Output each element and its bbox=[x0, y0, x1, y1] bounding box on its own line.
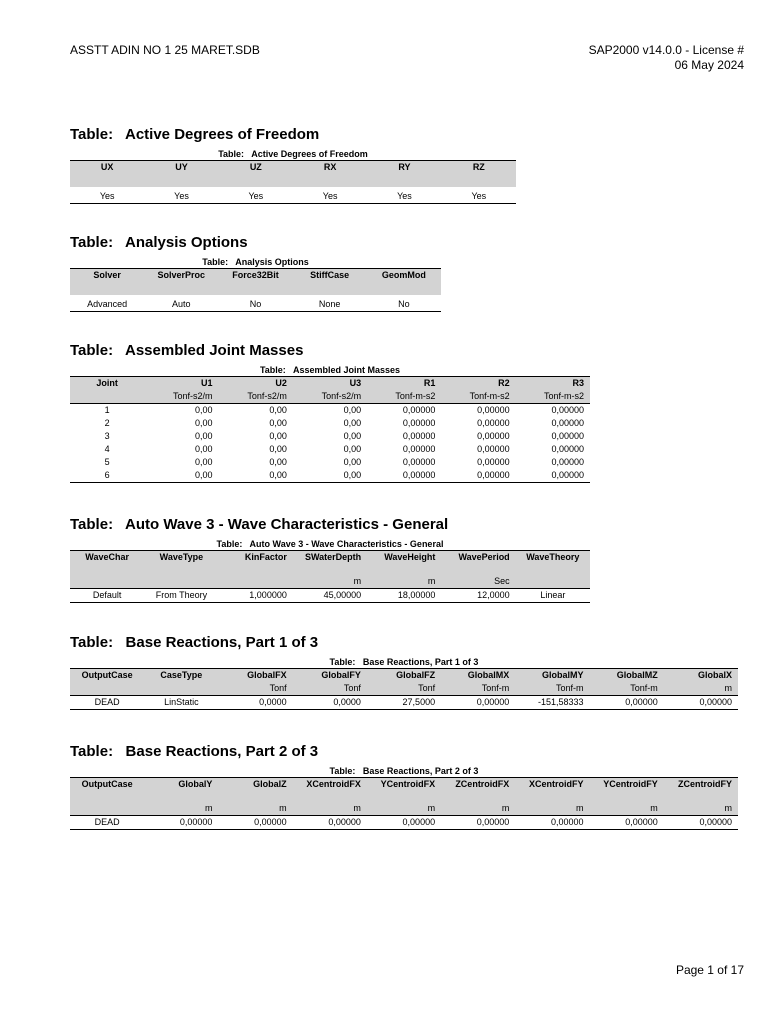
unit-cell bbox=[219, 575, 293, 589]
table-cell: 0,00 bbox=[269, 431, 287, 441]
section-active-dof bbox=[70, 126, 516, 204]
dof-table bbox=[70, 160, 516, 204]
table-row bbox=[70, 816, 738, 830]
column-header: GlobalFX bbox=[218, 669, 292, 683]
unit-cell: Tonf-s2/m bbox=[219, 390, 293, 404]
table-cell: 5 bbox=[104, 457, 110, 467]
table-cell: 0,0000 bbox=[293, 696, 367, 710]
table-cell: 0,00000 bbox=[516, 469, 590, 483]
unit-cell: m bbox=[218, 802, 292, 816]
base-reactions-1-table bbox=[70, 668, 738, 710]
column-header: WaveChar bbox=[70, 551, 144, 576]
table-cell: Yes bbox=[219, 187, 293, 204]
report-header-right bbox=[589, 43, 744, 73]
analysis-options-table bbox=[70, 268, 441, 312]
column-header: GlobalX bbox=[664, 669, 738, 683]
table-cell: 0,00 bbox=[293, 469, 367, 483]
column-header: StiffCase bbox=[293, 269, 367, 296]
column-header: U1 bbox=[144, 377, 218, 391]
table-cell: Yes bbox=[144, 187, 218, 204]
table-row bbox=[70, 187, 516, 204]
table-cell: 4 bbox=[104, 444, 110, 454]
table-row bbox=[70, 589, 590, 603]
unit-cell: m bbox=[664, 802, 738, 816]
table-cell: No bbox=[367, 295, 441, 312]
unit-cell: Tonf-m-s2 bbox=[367, 390, 441, 404]
table-cell: Advanced bbox=[70, 295, 144, 312]
table-cell: Yes bbox=[70, 187, 144, 204]
table-cell: 0,00000 bbox=[551, 405, 584, 415]
table-cell: None bbox=[293, 295, 367, 312]
table-cell: 27,5000 bbox=[367, 696, 441, 710]
column-header: GlobalZ bbox=[218, 778, 292, 803]
table-cell: 0,00000 bbox=[477, 431, 510, 441]
unit-cell bbox=[144, 682, 218, 696]
column-header: GeomMod bbox=[367, 269, 441, 296]
table-cell: 0,00 bbox=[195, 405, 213, 415]
unit-cell: Tonf bbox=[367, 682, 441, 696]
wave-characteristics-table bbox=[70, 550, 590, 603]
section-title: Table: Analysis Options bbox=[70, 234, 248, 251]
table-cell: 0,00 bbox=[269, 457, 287, 467]
units-row bbox=[70, 802, 738, 816]
column-header: R3 bbox=[516, 377, 590, 391]
table-cell: 0,00000 bbox=[293, 816, 367, 830]
unit-cell: Tonf-m bbox=[441, 682, 515, 696]
table-header-row bbox=[70, 778, 738, 803]
table-cell: 0,00000 bbox=[515, 816, 589, 830]
table-cell: 3 bbox=[104, 431, 110, 441]
table-header-row bbox=[70, 161, 516, 188]
table-row bbox=[70, 456, 590, 469]
table-cell: 0,00000 bbox=[551, 444, 584, 454]
column-header: SolverProc bbox=[144, 269, 218, 296]
section-joint-masses bbox=[70, 342, 590, 483]
table-cell: 0,00000 bbox=[551, 418, 584, 428]
table-cell: 0,00000 bbox=[590, 816, 664, 830]
table-caption: Table: Base Reactions, Part 2 of 3 bbox=[329, 766, 479, 776]
column-header: UX bbox=[70, 161, 144, 188]
table-caption: Table: Assembled Joint Masses bbox=[259, 365, 401, 375]
table-cell: From Theory bbox=[144, 589, 218, 603]
table-header-row bbox=[70, 269, 441, 296]
section-auto-wave bbox=[70, 516, 590, 603]
table-row bbox=[70, 469, 590, 483]
column-header: KinFactor bbox=[219, 551, 293, 576]
column-header: ZCentroidFX bbox=[441, 778, 515, 803]
column-header: CaseType bbox=[144, 669, 218, 683]
table-cell: 0,00 bbox=[195, 418, 213, 428]
table-cell: 6 bbox=[70, 469, 144, 483]
table-cell: 0,00000 bbox=[402, 405, 436, 415]
table-cell: 0,0000 bbox=[218, 696, 292, 710]
table-cell: 1,000000 bbox=[219, 589, 293, 603]
unit-cell bbox=[516, 575, 590, 589]
section-analysis-options bbox=[70, 234, 441, 312]
table-cell: 0,00 bbox=[343, 431, 362, 441]
unit-cell: Tonf-s2/m bbox=[144, 390, 218, 404]
table-cell: 0,00000 bbox=[477, 444, 510, 454]
table-cell: 0,00000 bbox=[477, 457, 510, 467]
unit-cell: m bbox=[367, 575, 441, 589]
section-title: Table: Base Reactions, Part 1 of 3 bbox=[70, 634, 319, 651]
unit-cell: Tonf bbox=[293, 682, 367, 696]
page-number: Page 1 of 17 bbox=[675, 963, 744, 977]
column-header: OutputCase bbox=[70, 669, 144, 683]
table-row bbox=[70, 295, 441, 312]
column-header: UZ bbox=[219, 161, 293, 188]
table-cell: Default bbox=[70, 589, 144, 603]
table-cell: 0,00 bbox=[343, 457, 362, 467]
table-cell: 0,00 bbox=[269, 418, 287, 428]
column-header: RZ bbox=[442, 161, 516, 188]
column-header: GlobalY bbox=[144, 778, 218, 803]
table-cell: 18,00000 bbox=[367, 589, 441, 603]
unit-cell: m bbox=[293, 802, 367, 816]
column-header: WavePeriod bbox=[441, 551, 515, 576]
table-cell: Yes bbox=[442, 187, 516, 204]
column-header: RX bbox=[293, 161, 367, 188]
table-cell: 0,00 bbox=[195, 457, 213, 467]
table-header-row bbox=[70, 551, 590, 576]
base-reactions-2-table bbox=[70, 777, 738, 830]
table-cell: 0,00000 bbox=[144, 816, 218, 830]
table-cell: 12,0000 bbox=[441, 589, 515, 603]
table-caption: Table: Active Degrees of Freedom bbox=[218, 149, 368, 159]
joint-masses-table bbox=[70, 376, 590, 483]
unit-cell: Sec bbox=[441, 575, 515, 589]
column-header: R2 bbox=[441, 377, 515, 391]
table-cell: 2 bbox=[104, 418, 110, 428]
table-cell: 0,00000 bbox=[402, 431, 436, 441]
section-base-reactions-1 bbox=[70, 634, 738, 710]
column-header: RY bbox=[367, 161, 441, 188]
table-cell: DEAD bbox=[70, 696, 144, 710]
section-title: Table: Active Degrees of Freedom bbox=[70, 126, 320, 143]
table-cell: 0,00000 bbox=[590, 696, 664, 710]
column-header: Solver bbox=[70, 269, 144, 296]
table-cell: 0,00 bbox=[219, 469, 293, 483]
table-cell: 45,00000 bbox=[293, 589, 367, 603]
unit-cell: m bbox=[664, 682, 738, 696]
table-cell: 0,00000 bbox=[441, 696, 515, 710]
column-header: GlobalMX bbox=[441, 669, 515, 683]
table-cell: 0,00 bbox=[195, 444, 213, 454]
table-row bbox=[70, 404, 590, 418]
unit-cell: Tonf bbox=[218, 682, 292, 696]
column-header: GlobalMY bbox=[515, 669, 589, 683]
table-caption: Table: Auto Wave 3 - Wave Characteristics - General bbox=[216, 539, 444, 549]
table-cell: 0,00 bbox=[343, 444, 362, 454]
table-cell: 0,00 bbox=[343, 418, 362, 428]
unit-cell bbox=[70, 575, 144, 589]
unit-cell: m bbox=[441, 802, 515, 816]
units-row bbox=[70, 390, 590, 404]
column-header: XCentroidFY bbox=[515, 778, 589, 803]
table-caption: Table: Analysis Options bbox=[202, 257, 309, 267]
column-header: ZCentroidFY bbox=[664, 778, 738, 803]
column-header: U2 bbox=[219, 377, 293, 391]
table-cell: 0,00000 bbox=[664, 696, 738, 710]
column-header: WaveType bbox=[144, 551, 218, 576]
table-cell: Yes bbox=[367, 187, 441, 204]
table-row bbox=[70, 430, 590, 443]
table-cell: 0,00000 bbox=[402, 457, 436, 467]
section-title: Table: Assembled Joint Masses bbox=[70, 342, 304, 359]
table-row bbox=[70, 417, 590, 430]
software-version: SAP2000 v14.0.0 - License # bbox=[588, 43, 744, 57]
section-title: Table: Auto Wave 3 - Wave Characteristics - General bbox=[70, 516, 449, 533]
report-file-name: ASSTT ADIN NO 1 25 MARET.SDB bbox=[70, 43, 260, 57]
table-cell: 0,00000 bbox=[477, 405, 510, 415]
unit-cell: m bbox=[144, 802, 218, 816]
table-cell: 0,00 bbox=[144, 469, 218, 483]
table-caption: Table: Base Reactions, Part 1 of 3 bbox=[329, 657, 479, 667]
table-cell: 0,00 bbox=[195, 431, 213, 441]
table-cell: 0,00000 bbox=[551, 457, 584, 467]
column-header: UY bbox=[144, 161, 218, 188]
table-cell: 0,00000 bbox=[441, 469, 515, 483]
table-cell: Auto bbox=[144, 295, 218, 312]
unit-cell: Tonf-s2/m bbox=[293, 390, 367, 404]
column-header: WaveHeight bbox=[367, 551, 441, 576]
column-header: GlobalFZ bbox=[367, 669, 441, 683]
table-row bbox=[70, 696, 738, 710]
unit-cell: m bbox=[515, 802, 589, 816]
table-cell: 0,00 bbox=[269, 405, 287, 415]
column-header: R1 bbox=[367, 377, 441, 391]
table-cell: -151,58333 bbox=[515, 696, 589, 710]
unit-cell bbox=[70, 802, 144, 816]
column-header: YCentroidFY bbox=[590, 778, 664, 803]
column-header: GlobalMZ bbox=[590, 669, 664, 683]
units-row bbox=[70, 682, 738, 696]
table-cell: 0,00 bbox=[269, 444, 287, 454]
table-row bbox=[70, 443, 590, 456]
table-cell: 0,00000 bbox=[664, 816, 738, 830]
report-date: 06 May 2024 bbox=[674, 58, 744, 72]
column-header: XCentroidFX bbox=[293, 778, 367, 803]
column-header: U3 bbox=[293, 377, 367, 391]
unit-cell: m bbox=[367, 802, 441, 816]
column-header: Joint bbox=[70, 377, 144, 391]
table-cell: 0,00000 bbox=[551, 431, 584, 441]
unit-cell bbox=[144, 575, 218, 589]
unit-cell bbox=[70, 682, 144, 696]
table-cell: 0,00000 bbox=[367, 469, 441, 483]
unit-cell: m bbox=[293, 575, 367, 589]
column-header: WaveTheory bbox=[516, 551, 590, 576]
table-cell: 0,00000 bbox=[477, 418, 510, 428]
unit-cell: Tonf-m-s2 bbox=[441, 390, 515, 404]
table-cell: 1 bbox=[104, 405, 110, 415]
unit-cell: m bbox=[590, 802, 664, 816]
table-cell: Yes bbox=[293, 187, 367, 204]
table-cell: 0,00000 bbox=[441, 816, 515, 830]
column-header: Force32Bit bbox=[218, 269, 292, 296]
table-cell: LinStatic bbox=[144, 696, 218, 710]
unit-cell: Tonf-m bbox=[590, 682, 664, 696]
section-base-reactions-2 bbox=[70, 743, 738, 830]
unit-cell: Tonf-m bbox=[515, 682, 589, 696]
table-cell: Linear bbox=[516, 589, 590, 603]
table-header-row bbox=[70, 377, 590, 391]
column-header: YCentroidFX bbox=[367, 778, 441, 803]
table-cell: 0,00000 bbox=[402, 444, 436, 454]
table-cell: 0,00000 bbox=[402, 418, 436, 428]
unit-cell: Tonf-m-s2 bbox=[516, 390, 590, 404]
table-cell: No bbox=[218, 295, 292, 312]
unit-cell bbox=[70, 390, 144, 404]
table-cell: 0,00 bbox=[343, 405, 362, 415]
section-title: Table: Base Reactions, Part 2 of 3 bbox=[70, 743, 319, 760]
column-header: OutputCase bbox=[70, 778, 144, 803]
table-cell: 0,00000 bbox=[367, 816, 441, 830]
table-cell: 0,00000 bbox=[218, 816, 292, 830]
units-row bbox=[70, 575, 590, 589]
column-header: GlobalFY bbox=[293, 669, 367, 683]
column-header: SWaterDepth bbox=[293, 551, 367, 576]
table-header-row bbox=[70, 669, 738, 683]
table-cell: DEAD bbox=[70, 816, 144, 830]
